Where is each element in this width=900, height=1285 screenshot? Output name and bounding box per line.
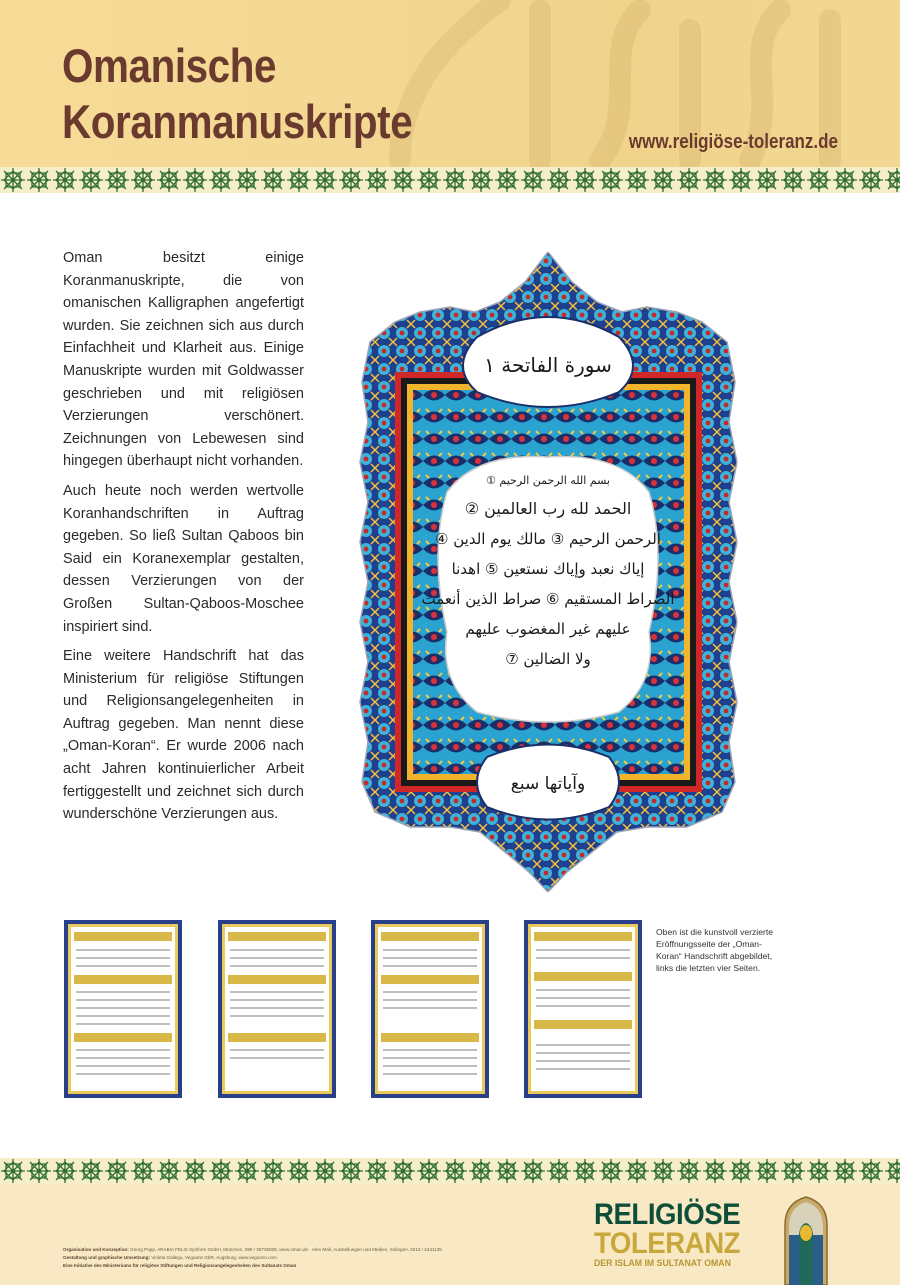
svg-text:الحمد لله رب العالمين ②: الحمد لله رب العالمين ② bbox=[464, 499, 632, 518]
credits-block bbox=[63, 1246, 442, 1270]
geometric-star-pattern-icon bbox=[0, 167, 900, 193]
paragraph: Eine weitere Handschrift hat das Ministerium für religiöse Stiftungen und Religionsangelegenheiten in Auftrag gegeben. Man nennt diese „Oman-Koran“. Er wurde 2006 nach acht Jahren kontinuierlicher Arbeit fertiggestellt und zeichnet sich durch wunderschöne Verzierungen aus. bbox=[63, 648, 304, 823]
manuscript-thumbnail-4 bbox=[524, 920, 642, 1098]
credit-line: Organisation und Konzeption: Georg Popp, ARABIA FELIX Synform GmbH, München, 089 / 30735008, www.oman.de · Alen Mall, Ausstellungen und Medien, Solingen, 0212 / 2441135 bbox=[63, 1247, 442, 1252]
manuscript-thumbnail-1 bbox=[64, 920, 182, 1098]
logo-line-2: TOLERANZ bbox=[594, 1227, 741, 1260]
svg-text:بسم الله الرحمن الرحيم ①: بسم الله الرحمن الرحيم ① bbox=[486, 474, 610, 487]
svg-text:وآياتها سبع: وآياتها سبع bbox=[510, 774, 586, 794]
illuminated-koran-page-image bbox=[357, 252, 740, 892]
logo-line-3: DER ISLAM IM SULTANAT OMAN bbox=[594, 1258, 731, 1269]
geometric-star-pattern-icon bbox=[0, 1158, 900, 1184]
svg-text:عليهم غير المغضوب عليهم: عليهم غير المغضوب عليهم bbox=[465, 620, 631, 638]
page-title bbox=[62, 38, 412, 150]
mosque-arch-icon bbox=[781, 1195, 831, 1285]
title-line-2: Koranmanuskripte bbox=[62, 95, 413, 148]
credit-line: Eine Initiative des Ministeriums für religiöse Stiftungen und Religionsangelegenheiten des Sultanats Oman bbox=[63, 1263, 297, 1268]
paragraph: Oman besitzt einige Koranmanuskripte, die von omanischen Kalligraphen angefertigt wurden. Sie zeichnen sich aus durch Einfachheit und Klarheit aus. Einige Manuskripte wurden mit Goldwasser geschrieben und mit religiösen Verzierungen verschönert. Zeichnungen von Lebewesen sind hingegen überhaupt nicht vorhanden. bbox=[63, 250, 304, 470]
header-banner bbox=[0, 0, 900, 167]
svg-text:ولا الضالين ⑦: ولا الضالين ⑦ bbox=[505, 650, 591, 668]
religiose-toleranz-logo bbox=[594, 1200, 753, 1270]
ornamental-band-bottom bbox=[0, 1158, 900, 1184]
svg-text:إياك نعبد وإياك نستعين ⑤ اهدنا: إياك نعبد وإياك نستعين ⑤ اهدنا bbox=[451, 560, 645, 578]
website-link[interactable]: www.religiöse-toleranz.de bbox=[628, 131, 838, 153]
manuscript-thumbnail-3 bbox=[371, 920, 489, 1098]
credit-line: Gestaltung und graphische Umsetzung: Violeta Gallego, Vegoann GbR, Augsburg, www.vegoann.com bbox=[63, 1255, 277, 1260]
logo-line-1: RELIGIÖSE bbox=[594, 1198, 741, 1231]
paragraph: Auch heute noch werden wertvolle Koranhandschriften in Auftrag gegeben. So ließ Sultan Qaboos bin Said ein Koranexemplar gestalten, dessen Verzierungen von der Großen Sultan-Qaboos-Moschee inspiriert sind. bbox=[63, 482, 304, 635]
svg-text:سورة الفاتحة ١: سورة الفاتحة ١ bbox=[484, 353, 612, 377]
svg-text:الصراط المستقيم ⑥ صراط الذين أ: الصراط المستقيم ⑥ صراط الذين أنعمت bbox=[421, 590, 675, 608]
ornamental-band-top bbox=[0, 167, 900, 193]
body-text-column bbox=[63, 247, 304, 833]
svg-text:الرحمن الرحيم ③ مالك يوم الدين: الرحمن الرحيم ③ مالك يوم الدين ④ bbox=[435, 530, 661, 548]
title-line-1: Omanische bbox=[62, 39, 277, 92]
manuscript-thumbnail-2 bbox=[218, 920, 336, 1098]
image-caption: Oben ist die kunstvoll verzierte Eröffnungsseite der „Oman-Koran“ Handschrift abgebildet, links die letzten vier Seiten. bbox=[656, 927, 774, 973]
